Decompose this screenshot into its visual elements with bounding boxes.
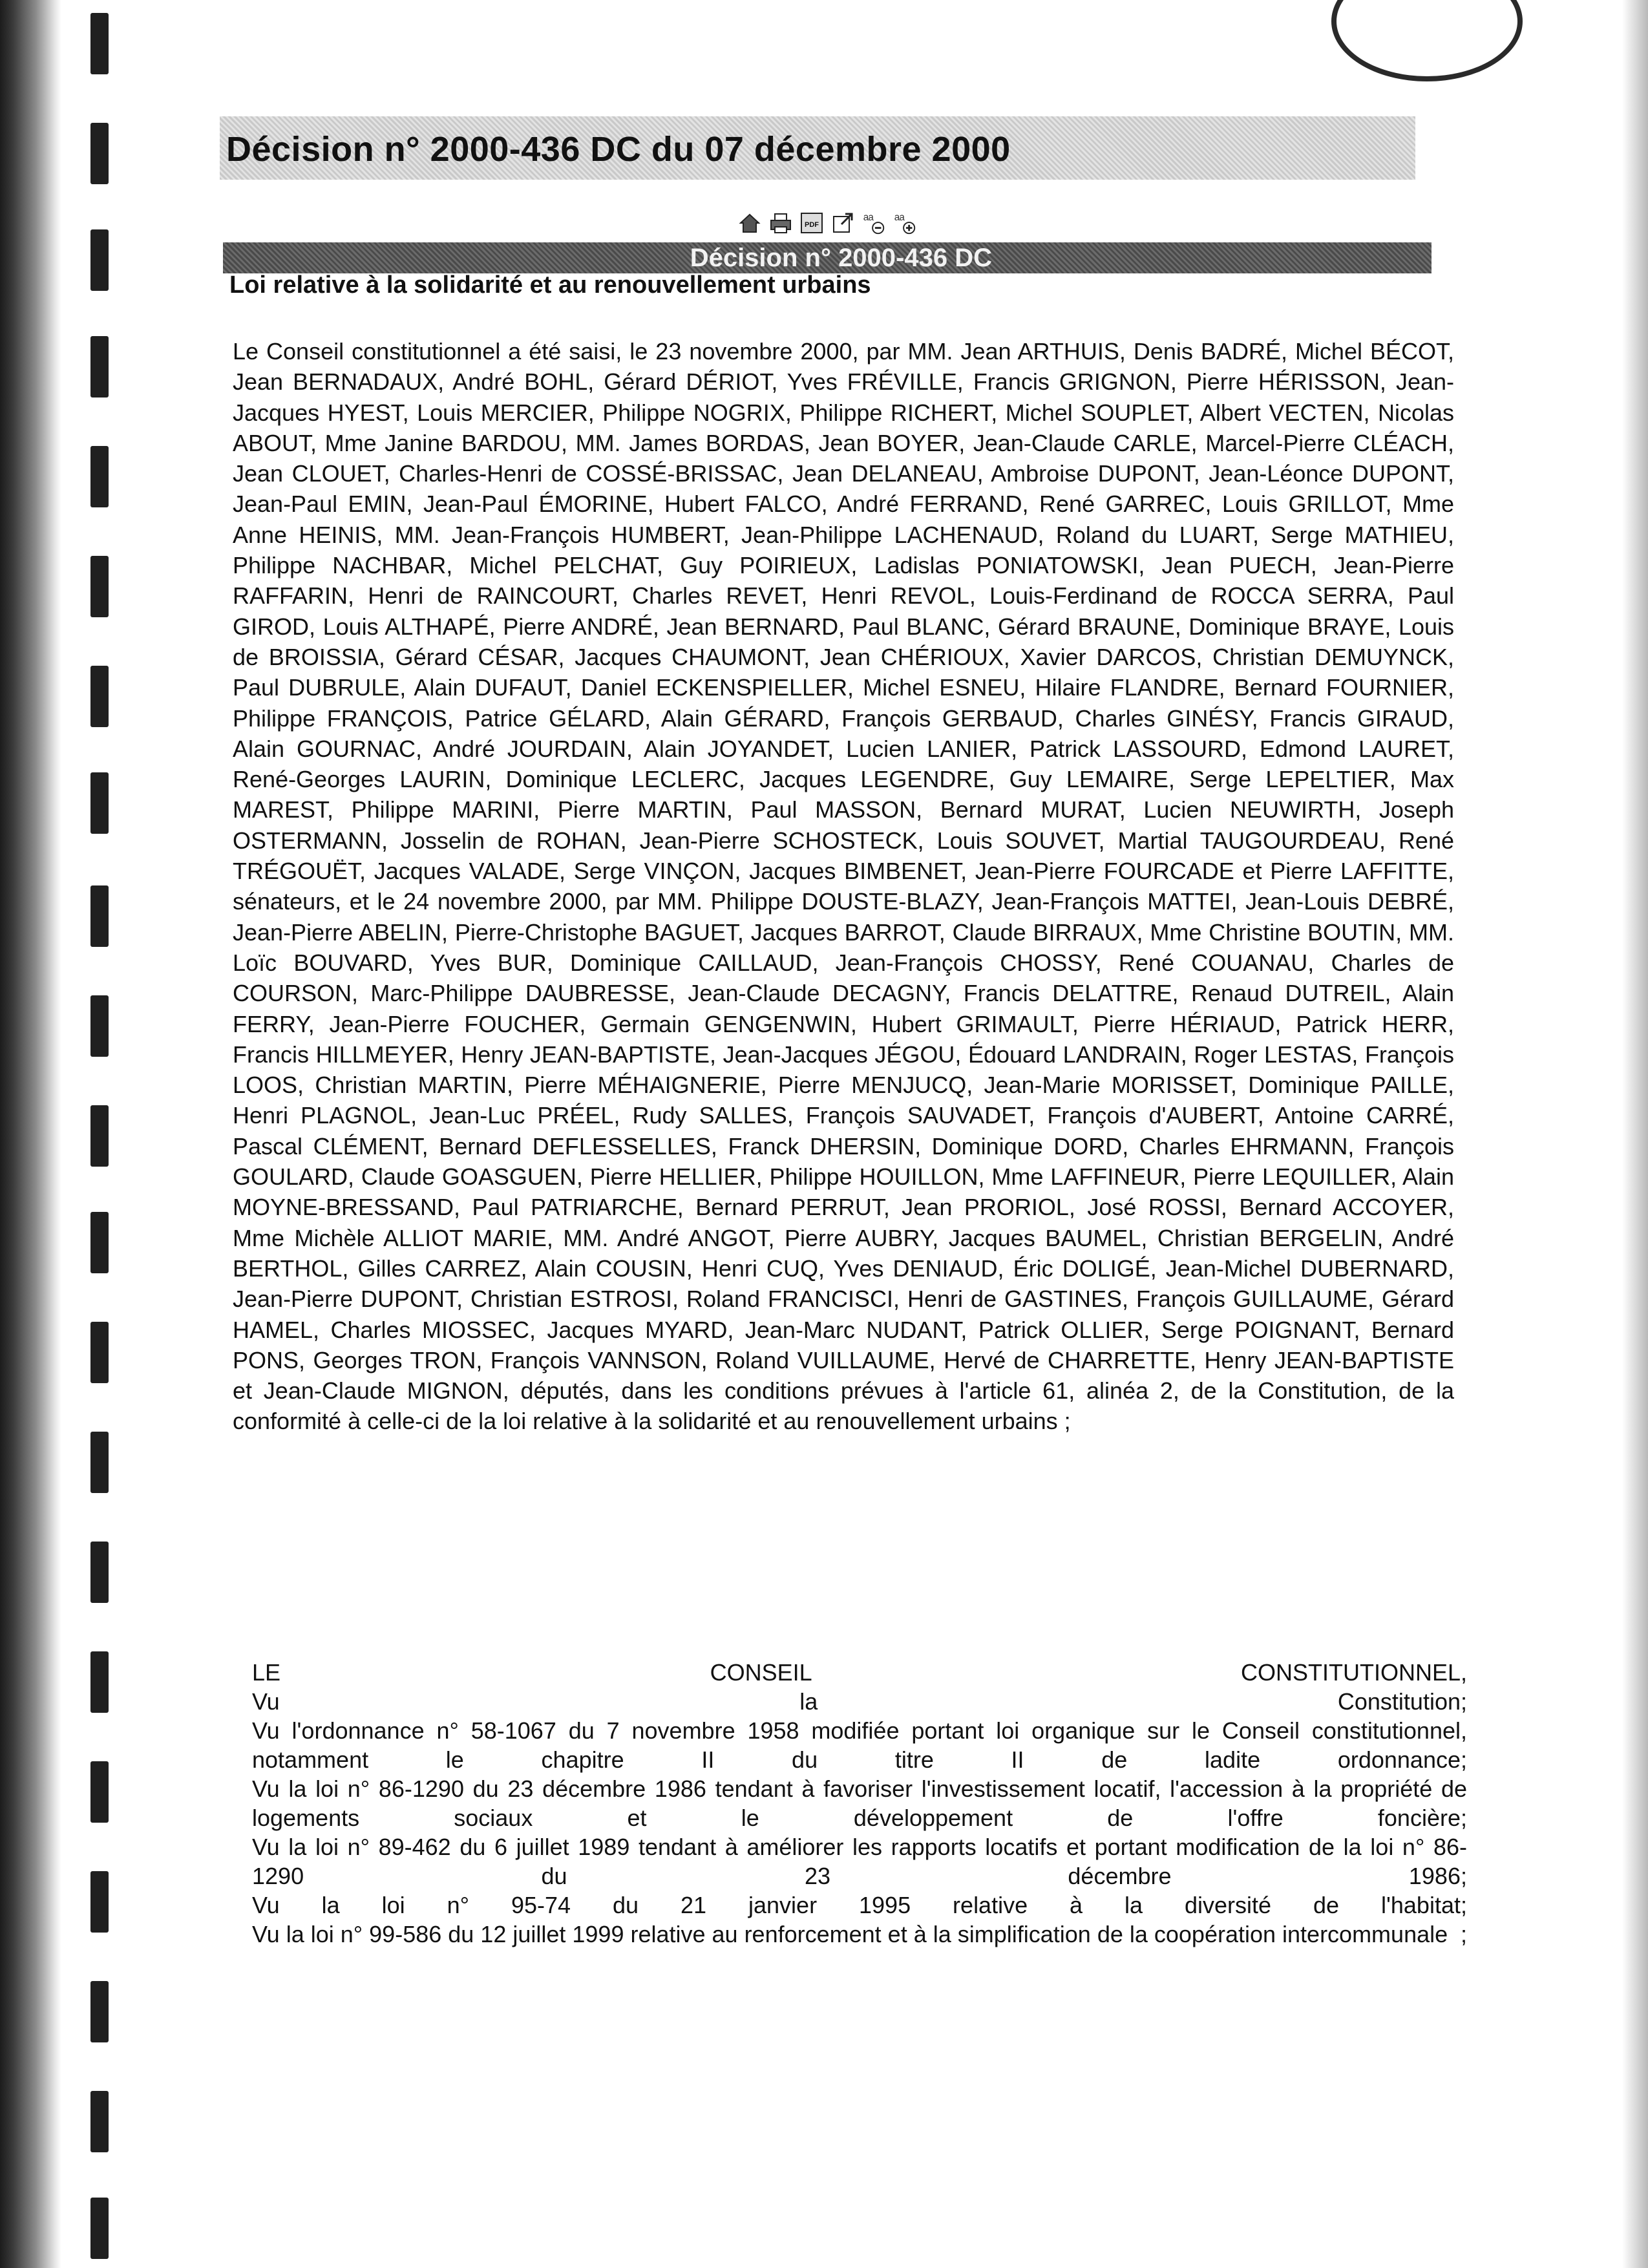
punch-mark [90, 2198, 109, 2259]
punch-mark [90, 1322, 109, 1383]
punch-mark [90, 1542, 109, 1603]
visa-text: Vu la loi n° 95-74 du 21 janvier 1995 relative à la diversité de l'habitat [252, 1892, 1461, 1918]
law-title: Loi relative à la solidarité et au renouvellement urbains [229, 271, 871, 299]
pdf-icon[interactable] [799, 210, 825, 236]
visa-terminator: ; [1460, 1863, 1467, 1889]
decision-title: Décision n° 2000-436 DC du 07 décembre 2000 [226, 130, 1011, 169]
visa-line [252, 1774, 1467, 1832]
visa-text: Vu la loi n° 99-586 du 12 juillet 1999 relative au renforcement et à la simplification de la coopération intercommunale [252, 1921, 1448, 1947]
council-heading: LE CONSEIL CONSTITUTIONNEL, [252, 1659, 1467, 1686]
svg-text:a: a [899, 212, 905, 224]
punch-mark [90, 1981, 109, 2042]
punch-mark [90, 336, 109, 397]
punch-mark [90, 1651, 109, 1713]
punch-mark [90, 446, 109, 507]
punch-mark [90, 1761, 109, 1823]
visa-terminator: ; [1460, 1805, 1467, 1831]
punch-mark [90, 2091, 109, 2152]
handwritten-stamp [1331, 0, 1523, 81]
punch-mark [90, 123, 109, 184]
visa-text: Vu la loi n° 89-462 du 6 juillet 1989 tendant à améliorer les rapports locatifs et portant modification de la loi n° 86-1290 du 23 décembre 1986 [252, 1834, 1467, 1889]
punch-mark [90, 1212, 109, 1273]
toolbar [737, 200, 918, 236]
scanner-edge [0, 0, 61, 2268]
visa-line [252, 1920, 1467, 1949]
punch-mark [90, 13, 109, 74]
punch-mark [90, 885, 109, 947]
visas-block [252, 1658, 1467, 1949]
punch-mark [90, 666, 109, 727]
svg-text:a: a [863, 212, 869, 224]
referral-paragraph: Le Conseil constitutionnel a été saisi, le 23 novembre 2000, par MM. Jean ARTHUIS, Denis BADRÉ, Michel BÉCOT, Jean BERNADAUX, André BOHL, Gérard DÉRIOT, Yves FRÉVILLE, Francis GRIGNON, Pierre HÉRISSON, Jean-Jacques HYEST, Louis MERCIER, Philippe NOGRIX, Philippe RICHERT, Michel SOUPLET, Albert VECTEN, Nicolas ABOUT, Mme Janine BARDOU, MM. James BORDAS, Jean BOYER, Jean-Claude CARLE, Marcel-Pierre CLÉACH, Jean CLOUET, Charles-Henri de COSSÉ-BRISSAC, Jean DELANEAU, Ambroise DUPONT, Jean-Léonce DUPONT, Jean-Paul EMIN, Jean-Paul ÉMORINE, Hubert FALCO, André FERRAND, René GARREC, Louis GRILLOT, Mme Anne HEINIS, MM. Jean-François HUMBERT, Jean-Philippe LACHENAUD, Roland du LUART, Serge MATHIEU, Philippe NACHBAR, Michel PELCHAT, Guy POIRIEUX, Ladislas PONIATOWSKI, Jean PUECH, Jean-Pierre RAFFARIN, Henri de RAINCOURT, Charles REVET, Henri REVOL, Louis-Ferdinand de ROCCA SERRA, Paul GIROD, Louis ALTHAPÉ, Pierre ANDRÉ, Jean BERNARD, Paul BLANC, Gérard BRAUNE, Dominique BRAYE, Louis de BROISSIA, Gérard CÉSAR, Jacques CHAUMONT, Jean CHÉRIOUX, Xavier DARCOS, Christian DEMUYNCK, Paul DUBRULE, Alain DUFAUT, Daniel ECKENSPIELLER, Michel ESNEU, Hilaire FLANDRE, Bernard FOURNIER, Philippe FRANÇOIS, Patrice GÉLARD, Alain GÉRARD, François GERBAUD, Charles GINÉSY, Francis GIRAUD, Alain GOURNAC, André JOURDAIN, Alain JOYANDET, Lucien LANIER, Patrick LASSOURD, Edmond LAURET, René-Georges LAURIN, Dominique LECLERC, Jacques LEGENDRE, Guy LEMAIRE, Serge LEPELTIER, Max MAREST, Philippe MARINI, Pierre MARTIN, Paul MASSON, Bernard MURAT, Lucien NEUWIRTH, Joseph OSTERMANN, Josselin de ROHAN, Jean-Pierre SCHOSTECK, Louis SOUVET, Martial TAUGOURDEAU, René TRÉGOUËT, Jacques VALADE, Serge VINÇON, Jacques BIMBENET, Jean-Pierre FOURCADE et Pierre LAFFITTE, sénateurs, et le 24 novembre 2000, par MM. Philippe DOUSTE-BLAZY, Jean-François MATTEI, Jean-Louis DEBRÉ, Jean-Pierre ABELIN, Pierre-Christophe BAGUET, Jacques BARROT, Claude BIRRAUX, Mme Christine BOUTIN, MM. Loïc BOUVARD, Yves BUR, Dominique CAILLAUD, Jean-François CHOSSY, René COUANAU, Charles de COURSON, Marc-Philippe DAUBRESSE, Jean-Claude DECAGNY, Francis DELATTRE, Renaud DUTREIL, Alain FERRY, Jean-Pierre FOUCHER, Germain GENGENWIN, Hubert GRIMAULT, Pierre HÉRIAUD, Patrick HERR, Francis HILLMEYER, Henry JEAN-BAPTISTE, Jean-Jacques JÉGOU, Édouard LANDRAIN, Roger LESTAS, François LOOS, Christian MARTIN, Pierre MÉHAIGNERIE, Pierre MENJUCQ, Jean-Marie MORISSET, Dominique PAILLE, Henri PLAGNOL, Jean-Luc PRÉEL, Rudy SALLES, François SAUVADET, François d'AUBERT, Antoine CARRÉ, Pascal CLÉMENT, Bernard DEFLESSELLES, Franck DHERSIN, Dominique DORD, Charles EHRMANN, François GOULARD, Claude GOASGUEN, Pierre HELLIER, Philippe HOUILLON, Mme LAFFINEUR, Pierre LEQUILLER, Alain MOYNE-BRESSAND, Paul PATRIARCHE, Bernard PERRUT, Jean PRORIOL, José ROSSI, Bernard ACCOYER, Mme Michèle ALLIOT MARIE, MM. André ANGOT, Pierre AUBRY, Jacques BAUMEL, Christian BERGELIN, André BERTHOL, Gilles CARREZ, Alain COUSIN, Henri CUQ, Yves DENIAUD, Éric DOLIGÉ, Jean-Michel DUBERNARD, Jean-Pierre DUPONT, Christian ESTROSI, Roland FRANCISCI, Henri de GASTINES, François GUILLAUME, Gérard HAMEL, Charles MIOSSEC, Jacques MYARD, Jean-Marc NUDANT, Patrick OLLIER, Serge POIGNANT, Bernard PONS, Georges TRON, François VANNSON, Roland VUILLAUME, Hervé de CHARRETTE, Henry JEAN-BAPTISTE et Jean-Claude MIGNON, députés, dans les conditions prévues à l'article 61, alinéa 2, de la Constitution, de la conformité à celle-ci de la loi relative à la solidarité et au renouvellement urbains ; [233, 338, 1454, 1435]
visa-text: Vu l'ordonnance n° 58-1067 du 7 novembre 1958 modifiée portant loi organique sur le Conseil constitutionnel, notamment le chapitre II du titre II de ladite ordonnance [252, 1717, 1467, 1773]
svg-text:a: a [894, 212, 900, 224]
punch-mark [90, 1871, 109, 1933]
punch-mark [90, 229, 109, 291]
visa-line [252, 1832, 1467, 1891]
export-icon[interactable] [830, 210, 856, 236]
visa-text: Vu la Constitution [252, 1688, 1461, 1715]
punch-mark [90, 1432, 109, 1493]
font-increase-icon[interactable] [892, 210, 918, 236]
home-icon[interactable] [737, 210, 763, 236]
visa-text: Vu la loi n° 86-1290 du 23 décembre 1986 tendant à favoriser l'investissement locatif, l'accession à la propriété de logements sociaux et le développement de l'offre foncière [252, 1775, 1467, 1831]
visa-terminator: ; [1460, 1892, 1467, 1918]
visa-terminator: ; [1460, 1688, 1467, 1715]
visa-terminator: ; [1460, 1921, 1467, 1947]
section-label: Décision n° 2000-436 DC [690, 244, 992, 272]
scanner-shadow [1622, 0, 1648, 2268]
visa-terminator: ; [1460, 1746, 1467, 1773]
pdf-icon-label: PDF [805, 221, 819, 229]
print-icon[interactable] [768, 210, 794, 236]
visa-line [252, 1687, 1467, 1716]
svg-text:a: a [868, 212, 874, 224]
font-decrease-icon[interactable] [861, 210, 887, 236]
visa-line [252, 1891, 1467, 1920]
punch-mark [90, 772, 109, 834]
visa-line [252, 1716, 1467, 1774]
punch-mark [90, 995, 109, 1057]
punch-mark [90, 1105, 109, 1167]
punch-mark [90, 556, 109, 617]
